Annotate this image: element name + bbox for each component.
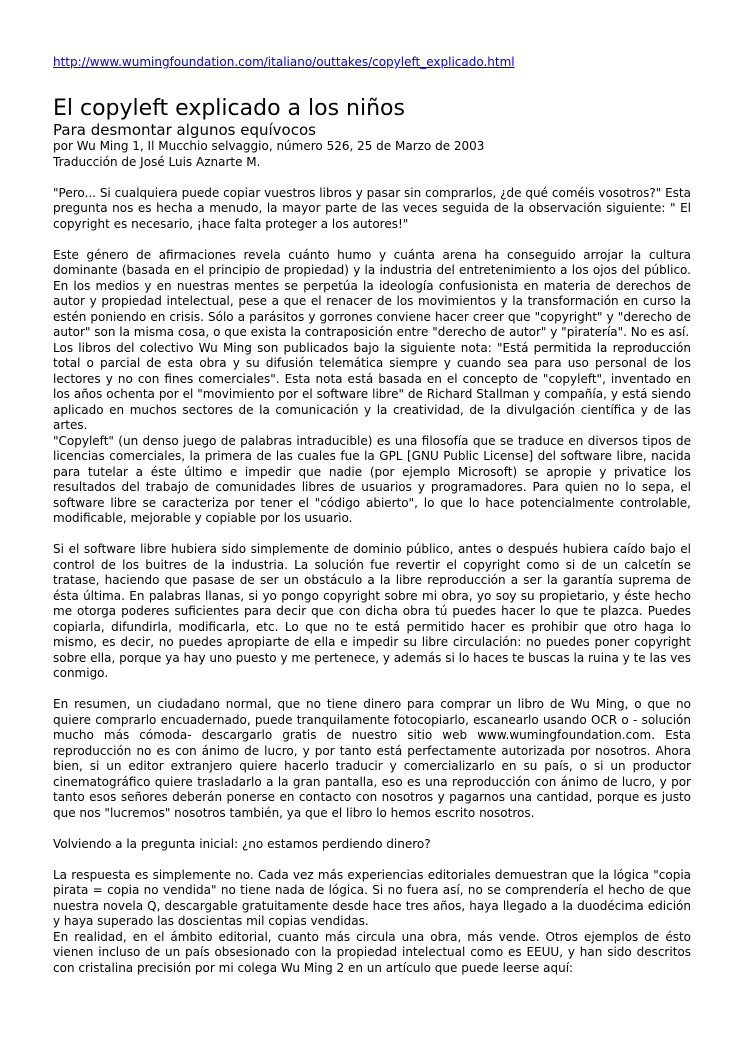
paragraph-6: En resumen, un ciudadano normal, que no tiene dinero para comprar un libro de Wu Ming, o que no quiere comprarlo encuadernado, puede tranquilamente fotocopiarlo, escanearlo usando OCR o - solución mucho más cómoda- descargarlo gratis de nuestro sitio web www.wumingfoundation.com. Esta reproducción no es con ánimo de lucro, y por tanto está perfectamente autorizada por nosotros. Ahora bien, si un editor extranjero quiere hacerlo traducir y comercializarlo en su país, o si un productor cinematográfico quiere trasladarlo a la gran pantalla, eso es una reproducción con ánimo de lucro, y por tanto esos señores deberán ponerse en contacto con nosotros y pagarnos una cantidad, porque es justo que nos "lucremos" nosotros también, ya que el libro lo hemos escrito nosotros.	[53, 697, 691, 820]
paragraph-4: "Copyleft" (un denso juego de palabras intraducible) es una filosofía que se traduce en diversos tipos de licencias comerciales, la primera de las cuales fue la GPL [GNU Public License] del software libre, nacida para tutelar a éste último e impedir que nadie (por ejemplo Microsoft) se apropie y privatice los resultados del trabajo de comunidades libres de usuarios y programadores. Para quien no lo sepa, el software libre se caracteriza por tener el "código abierto", lo que lo hace potencialmente controlable, modificable, mejorable y copiable por los usuario.	[53, 433, 691, 525]
source-url-link[interactable]: http://www.wumingfoundation.com/italiano/outtakes/copyleft_explicado.html	[53, 55, 515, 69]
paragraph-8: La respuesta es simplemente no. Cada vez más experiencias editoriales demuestran que la lógica "copia pirata = copia no vendida" no tiene nada de lógica. Si no fuera así, no se comprendería el hecho de que nuestra novela Q, descargable gratuitamente desde hace tres años, haya llegado a la duodécima edición y haya superado las doscientas mil copias vendidas.	[53, 867, 691, 928]
article-byline: por Wu Ming 1, Il Mucchio selvaggio, número 526, 25 de Marzo de 2003	[53, 139, 485, 153]
paragraph-3: Los libros del colectivo Wu Ming son publicados bajo la siguiente nota: "Está permitida la reproducción total o parcial de esta obra y su difusión telemática siempre y cuando sea para uso personal de los lectores y no con fines comerciales". Esta nota está basada en el concepto de "copyleft", inventado en los años ochenta por el "movimiento por el software libre" de Richard Stallman y compañía, y está siendo aplicado en muchos sectores de la comunicación y la creatividad, de la divulgación científica y de las artes.	[53, 340, 691, 432]
article-title: El copyleft explicado a los niños	[53, 96, 405, 121]
translation-credit: Traducción de José Luis Aznarte M.	[53, 154, 261, 169]
paragraph-5: Si el software libre hubiera sido simplemente de dominio público, antes o después hubiera caído bajo el control de los buitres de la industria. La solución fue revertir el copyright como si de un calcetín se tratase, haciendo que pasase de ser un obstáculo a la libre reproducción a ser la garantía suprema de ésta última. En palabras llanas, si yo pongo copyright sobre mi obra, yo soy su propietario, y éste hecho me otorga poderes suficientes para decir que con dicha obra tú puedes hacer lo que te plazca. Puedes copiarla, difundirla, modificarla, etc. Lo que no te está permitido hacer es prohibir que otro haga lo mismo, es decir, no puedes apropiarte de ella e impedir su libre circulación: no puedes poner copyright sobre ella, porque ya hay uno puesto y me pertenece, y además si lo haces te buscas la ruina y te las ves conmigo.	[53, 542, 691, 680]
paragraph-9: En realidad, en el ámbito editorial, cuanto más circula una obra, más vende. Otros ejemplos de ésto vienen incluso de un país obsesionado con la propiedad intelectual como es EEUU, y han sido descritos con cristalina precisión por mi colega Wu Ming 2 en un artículo que puede leerse aquí:	[53, 929, 691, 975]
article-subtitle: Para desmontar algunos equívocos	[53, 121, 316, 139]
paragraph-7: Volviendo a la pregunta inicial: ¿no estamos perdiendo dinero?	[53, 836, 431, 851]
paragraph-1: "Pero... Si cualquiera puede copiar vuestros libros y pasar sin comprarlos, ¿de qué coméis vosotros?" Esta pregunta nos es hecha a menudo, la mayor parte de las veces seguida de la observación siguiente: " El copyright es necesario, ¡hace falta proteger a los autores!"	[53, 185, 691, 231]
paragraph-2: Este género de afirmaciones revela cuánto humo y cuánta arena ha conseguido arrojar la cultura dominante (basada en el principio de propiedad) y la industria del entretenimiento a los ojos del público. En los medios y en nuestras mentes se perpetúa la ideología confusionista en materia de derechos de autor y propiedad intelectual, pese a que el renacer de los movimientos y la transformación en curso la estén poniendo en crisis. Sólo a parásitos y gorrones conviene hacer creer que "copyright" y "derecho de autor" son la misma cosa, o que exista la contraposición entre "derecho de autor" y "piratería". No es así.	[53, 247, 691, 339]
